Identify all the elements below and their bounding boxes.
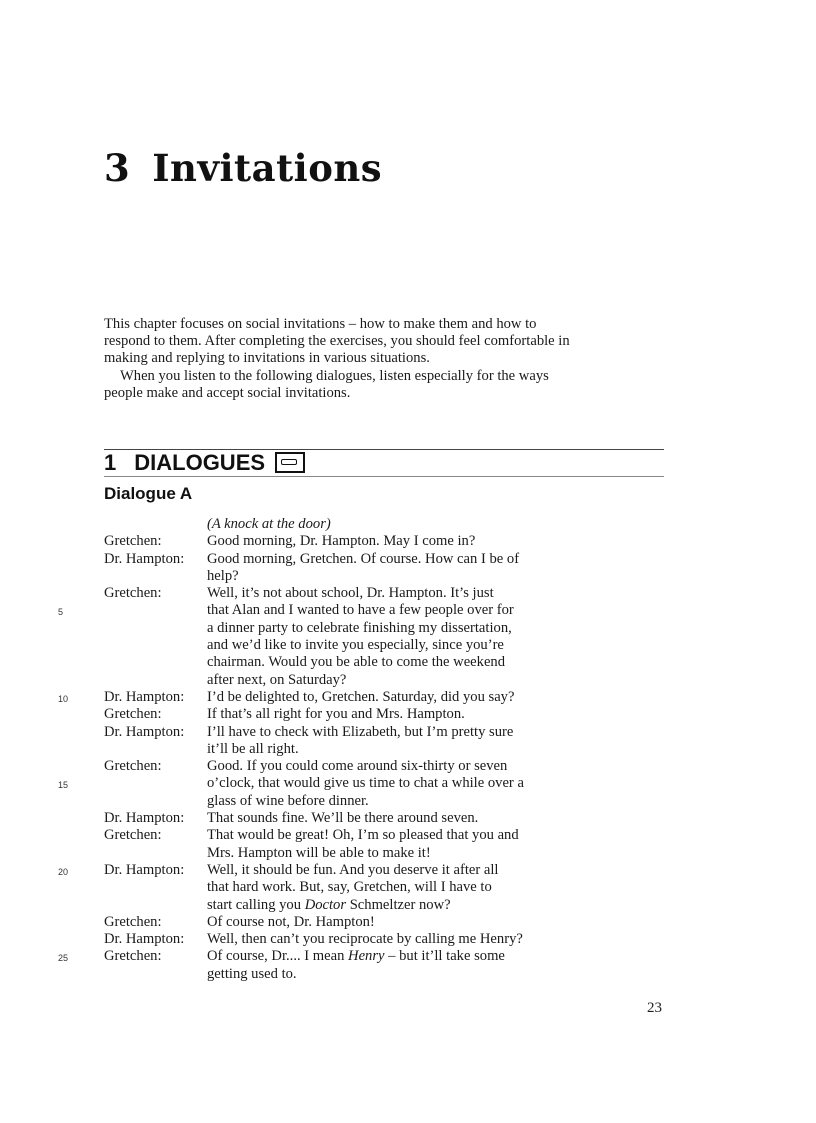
dialogue-line: [0, 689, 816, 706]
dialogue-line: [0, 724, 816, 741]
dialogue-a: [0, 516, 816, 983]
section-rule-bottom: [104, 476, 664, 477]
emphasis-text: Henry: [348, 948, 385, 965]
dialogue-line: [0, 914, 816, 931]
line-text: Mrs. Hampton will be able to make it!: [207, 844, 431, 861]
line-number: 5: [58, 607, 64, 618]
line-text: that Alan and I wanted to have a few people over for: [207, 602, 514, 619]
line-text: chairman. Would you be able to come the weekend: [207, 654, 506, 671]
line-text: Good morning, Gretchen. Of course. How can I be of: [207, 550, 520, 567]
line-text: getting used to.: [207, 965, 297, 982]
section-title: DIALOGUES: [134, 450, 266, 475]
dialogue-line: [0, 706, 816, 723]
line-text: Of course, Dr.... I mean Henry – but it’ll take some: [207, 948, 505, 965]
intro-paragraph-1: This chapter focuses on social invitations – how to make them and how to respond to them. After completing the exercises, you should feel comfortable in making and replying to invitations in various situations.: [104, 316, 570, 367]
dialogue-line: [0, 845, 816, 862]
dialogue-line: [0, 533, 816, 550]
line-text: I’ll have to check with Elizabeth, but I’m pretty sure: [207, 723, 514, 740]
line-text: that hard work. But, say, Gretchen, will I have to: [207, 879, 492, 896]
speaker-name: Dr. Hampton:: [104, 931, 185, 948]
speaker-name: Gretchen:: [104, 585, 162, 602]
speaker-name: Gretchen:: [104, 533, 162, 550]
dialogue-line: [0, 568, 816, 585]
dialogue-line: [0, 810, 816, 827]
dialogue-line: [0, 551, 816, 568]
dialogue-line: [0, 879, 816, 896]
stage-direction-line: [0, 516, 816, 533]
speaker-name: Gretchen:: [104, 706, 162, 723]
dialogue-line: [0, 654, 816, 671]
line-text: help?: [207, 567, 239, 584]
dialogue-line: [0, 758, 816, 775]
dialogue-line: [0, 637, 816, 654]
chapter-title: [104, 146, 382, 190]
line-text: o’clock, that would give us time to chat a while over a: [207, 775, 524, 792]
line-text: Good. If you could come around six-thirty or seven: [207, 758, 508, 775]
line-text: Well, it’s not about school, Dr. Hampton. It’s just: [207, 585, 494, 602]
chapter-title-text: Invitations: [152, 146, 383, 190]
dialogue-line: [0, 741, 816, 758]
dialogue-line: [0, 966, 816, 983]
dialogue-line: [0, 602, 816, 619]
stage-direction: (A knock at the door): [207, 516, 331, 532]
line-text: and we’d like to invite you especially, since you’re: [207, 637, 504, 654]
line-text: after next, on Saturday?: [207, 671, 347, 688]
speaker-name: Dr. Hampton:: [104, 723, 185, 740]
speaker-name: Gretchen:: [104, 758, 162, 775]
line-text: Well, then can’t you reciprocate by calling me Henry?: [207, 931, 523, 948]
chapter-number: 3: [104, 146, 131, 190]
dialogue-line: [0, 897, 816, 914]
speaker-name: Dr. Hampton:: [104, 861, 185, 878]
emphasis-text: Doctor: [304, 896, 347, 913]
line-text: I’d be delighted to, Gretchen. Saturday, did you say?: [207, 688, 515, 705]
line-number: 25: [58, 953, 69, 964]
line-text: That would be great! Oh, I’m so pleased that you and: [207, 827, 519, 844]
line-text: If that’s all right for you and Mrs. Hampton.: [207, 706, 465, 723]
speaker-name: Dr. Hampton:: [104, 550, 185, 567]
dialogue-line: [0, 862, 816, 879]
line-text: Of course not, Dr. Hampton!: [207, 913, 375, 930]
dialogue-line: [0, 827, 816, 844]
intro-paragraph-2: When you listen to the following dialogues, listen especially for the ways people make and accept social invitations.: [104, 367, 549, 401]
line-text: That sounds fine. We’ll be there around seven.: [207, 810, 479, 827]
dialogue-line: [0, 793, 816, 810]
page-number: 23: [647, 1000, 662, 1016]
line-number: 20: [58, 866, 69, 877]
dialogue-line: [0, 948, 816, 965]
dialogue-line: [0, 775, 816, 792]
speaker-name: Dr. Hampton:: [104, 688, 185, 705]
speaker-name: Gretchen:: [104, 948, 162, 965]
line-text: it’ll be all right.: [207, 740, 299, 757]
line-text: a dinner party to celebrate finishing my dissertation,: [207, 619, 512, 636]
dialogue-line: [0, 931, 816, 948]
speaker-name: Gretchen:: [104, 827, 162, 844]
section-heading: [104, 450, 305, 476]
dialogue-line: [0, 585, 816, 602]
line-text: start calling you Doctor Schmeltzer now?: [207, 896, 451, 913]
dialogue-lines: [0, 533, 816, 983]
intro-text: [104, 316, 574, 402]
line-text: Good morning, Dr. Hampton. May I come in?: [207, 533, 476, 550]
speaker-name: Gretchen:: [104, 913, 162, 930]
dialogue-line: [0, 672, 816, 689]
line-number: 15: [58, 780, 69, 791]
speaker-name: Dr. Hampton:: [104, 810, 185, 827]
section-number: 1: [104, 450, 117, 475]
line-text: Well, it should be fun. And you deserve it after all: [207, 861, 499, 878]
dialogue-heading: Dialogue A: [104, 484, 193, 503]
line-number: 10: [58, 693, 69, 704]
line-text: glass of wine before dinner.: [207, 792, 369, 809]
cassette-icon: [275, 452, 305, 473]
dialogue-line: [0, 620, 816, 637]
